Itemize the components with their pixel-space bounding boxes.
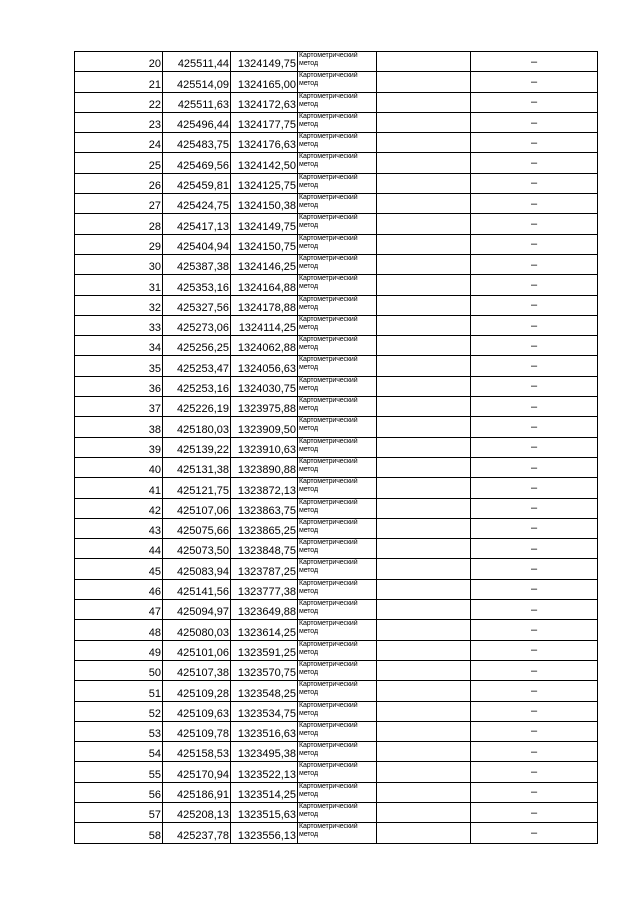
y-coordinate-cell: 1323495,38	[231, 742, 298, 762]
dash-cell: –	[471, 153, 598, 173]
empty-cell	[377, 457, 471, 477]
x-coordinate-cell: 425139,22	[163, 437, 231, 457]
dash-cell: –	[471, 518, 598, 538]
dash-cell: –	[471, 640, 598, 660]
x-coordinate-cell: 425387,38	[163, 254, 231, 274]
dash-cell: –	[471, 579, 598, 599]
table-row	[75, 539, 598, 559]
empty-cell	[377, 254, 471, 274]
empty-cell	[377, 782, 471, 802]
empty-cell	[377, 153, 471, 173]
point-number-cell: 45	[75, 559, 163, 579]
x-coordinate-cell: 425109,78	[163, 721, 231, 741]
method-cell: Картометрический метод	[298, 620, 377, 640]
method-cell: Картометрический метод	[298, 194, 377, 214]
x-coordinate-cell: 425511,63	[163, 92, 231, 112]
dash-cell: –	[471, 660, 598, 680]
table-row	[75, 498, 598, 518]
x-coordinate-cell: 425273,06	[163, 315, 231, 335]
y-coordinate-cell: 1323909,50	[231, 417, 298, 437]
table-row	[75, 52, 598, 72]
empty-cell	[377, 92, 471, 112]
x-coordinate-cell: 425226,19	[163, 397, 231, 417]
empty-cell	[377, 640, 471, 660]
point-number-cell: 24	[75, 133, 163, 153]
empty-cell	[377, 518, 471, 538]
y-coordinate-cell: 1323548,25	[231, 681, 298, 701]
empty-cell	[377, 802, 471, 822]
dash-cell: –	[471, 315, 598, 335]
method-cell: Картометрический метод	[298, 52, 377, 72]
point-number-cell: 37	[75, 397, 163, 417]
dash-cell: –	[471, 762, 598, 782]
y-coordinate-cell: 1324178,88	[231, 295, 298, 315]
empty-cell	[377, 133, 471, 153]
x-coordinate-cell: 425483,75	[163, 133, 231, 153]
x-coordinate-cell: 425496,44	[163, 112, 231, 132]
x-coordinate-cell: 425327,56	[163, 295, 231, 315]
table-row	[75, 721, 598, 741]
y-coordinate-cell: 1323863,75	[231, 498, 298, 518]
table-row	[75, 194, 598, 214]
table-row	[75, 600, 598, 620]
y-coordinate-cell: 1323872,13	[231, 478, 298, 498]
x-coordinate-cell: 425253,16	[163, 376, 231, 396]
y-coordinate-cell: 1323556,13	[231, 823, 298, 843]
table-row	[75, 173, 598, 193]
empty-cell	[377, 701, 471, 721]
method-cell: Картометрический метод	[298, 518, 377, 538]
y-coordinate-cell: 1323649,88	[231, 600, 298, 620]
method-cell: Картометрический метод	[298, 478, 377, 498]
dash-cell: –	[471, 681, 598, 701]
y-coordinate-cell: 1324165,00	[231, 72, 298, 92]
x-coordinate-cell: 425131,38	[163, 457, 231, 477]
empty-cell	[377, 600, 471, 620]
dash-cell: –	[471, 782, 598, 802]
y-coordinate-cell: 1323515,63	[231, 802, 298, 822]
table-row	[75, 336, 598, 356]
dash-cell: –	[471, 234, 598, 254]
x-coordinate-cell: 425208,13	[163, 802, 231, 822]
table-row	[75, 518, 598, 538]
table-row	[75, 437, 598, 457]
table-row	[75, 762, 598, 782]
point-number-cell: 56	[75, 782, 163, 802]
point-number-cell: 35	[75, 356, 163, 376]
x-coordinate-cell: 425107,38	[163, 660, 231, 680]
empty-cell	[377, 559, 471, 579]
table-row	[75, 153, 598, 173]
point-number-cell: 26	[75, 173, 163, 193]
empty-cell	[377, 234, 471, 254]
empty-cell	[377, 173, 471, 193]
method-cell: Картометрический метод	[298, 336, 377, 356]
point-number-cell: 38	[75, 417, 163, 437]
table-row	[75, 742, 598, 762]
point-number-cell: 30	[75, 254, 163, 274]
point-number-cell: 47	[75, 600, 163, 620]
table-row	[75, 275, 598, 295]
x-coordinate-cell: 425101,06	[163, 640, 231, 660]
empty-cell	[377, 721, 471, 741]
point-number-cell: 39	[75, 437, 163, 457]
y-coordinate-cell: 1324172,63	[231, 92, 298, 112]
point-number-cell: 21	[75, 72, 163, 92]
dash-cell: –	[471, 173, 598, 193]
empty-cell	[377, 762, 471, 782]
x-coordinate-cell: 425353,16	[163, 275, 231, 295]
method-cell: Картометрический метод	[298, 823, 377, 843]
y-coordinate-cell: 1324056,63	[231, 356, 298, 376]
empty-cell	[377, 356, 471, 376]
table-row	[75, 417, 598, 437]
dash-cell: –	[471, 275, 598, 295]
empty-cell	[377, 336, 471, 356]
empty-cell	[377, 478, 471, 498]
empty-cell	[377, 72, 471, 92]
dash-cell: –	[471, 823, 598, 843]
dash-cell: –	[471, 417, 598, 437]
y-coordinate-cell: 1324176,63	[231, 133, 298, 153]
x-coordinate-cell: 425083,94	[163, 559, 231, 579]
point-number-cell: 43	[75, 518, 163, 538]
dash-cell: –	[471, 397, 598, 417]
y-coordinate-cell: 1323890,88	[231, 457, 298, 477]
method-cell: Картометрический метод	[298, 579, 377, 599]
empty-cell	[377, 660, 471, 680]
method-cell: Картометрический метод	[298, 782, 377, 802]
dash-cell: –	[471, 356, 598, 376]
empty-cell	[377, 275, 471, 295]
method-cell: Картометрический метод	[298, 742, 377, 762]
dash-cell: –	[471, 742, 598, 762]
point-number-cell: 55	[75, 762, 163, 782]
y-coordinate-cell: 1323570,75	[231, 660, 298, 680]
method-cell: Картометрический метод	[298, 275, 377, 295]
dash-cell: –	[471, 721, 598, 741]
y-coordinate-cell: 1324177,75	[231, 112, 298, 132]
y-coordinate-cell: 1323591,25	[231, 640, 298, 660]
x-coordinate-cell: 425075,66	[163, 518, 231, 538]
y-coordinate-cell: 1323910,63	[231, 437, 298, 457]
method-cell: Картометрический метод	[298, 133, 377, 153]
y-coordinate-cell: 1324164,88	[231, 275, 298, 295]
point-number-cell: 50	[75, 660, 163, 680]
point-number-cell: 32	[75, 295, 163, 315]
empty-cell	[377, 620, 471, 640]
y-coordinate-cell: 1324146,25	[231, 254, 298, 274]
table-row	[75, 660, 598, 680]
method-cell: Картометрический метод	[298, 417, 377, 437]
point-number-cell: 20	[75, 52, 163, 72]
y-coordinate-cell: 1324142,50	[231, 153, 298, 173]
y-coordinate-cell: 1324149,75	[231, 214, 298, 234]
dash-cell: –	[471, 457, 598, 477]
point-number-cell: 28	[75, 214, 163, 234]
table-row	[75, 640, 598, 660]
y-coordinate-cell: 1324150,38	[231, 194, 298, 214]
method-cell: Картометрический метод	[298, 397, 377, 417]
point-number-cell: 57	[75, 802, 163, 822]
dash-cell: –	[471, 112, 598, 132]
method-cell: Картометрический метод	[298, 802, 377, 822]
dash-cell: –	[471, 559, 598, 579]
y-coordinate-cell: 1324149,75	[231, 52, 298, 72]
y-coordinate-cell: 1324062,88	[231, 336, 298, 356]
x-coordinate-cell: 425514,09	[163, 72, 231, 92]
method-cell: Картометрический метод	[298, 600, 377, 620]
coordinates-table-body	[75, 52, 598, 844]
method-cell: Картометрический метод	[298, 681, 377, 701]
dash-cell: –	[471, 620, 598, 640]
dash-cell: –	[471, 194, 598, 214]
x-coordinate-cell: 425253,47	[163, 356, 231, 376]
y-coordinate-cell: 1323848,75	[231, 539, 298, 559]
table-row	[75, 397, 598, 417]
point-number-cell: 42	[75, 498, 163, 518]
y-coordinate-cell: 1323787,25	[231, 559, 298, 579]
x-coordinate-cell: 425424,75	[163, 194, 231, 214]
x-coordinate-cell: 425121,75	[163, 478, 231, 498]
dash-cell: –	[471, 254, 598, 274]
dash-cell: –	[471, 600, 598, 620]
table-row	[75, 681, 598, 701]
method-cell: Картометрический метод	[298, 254, 377, 274]
table-row	[75, 559, 598, 579]
x-coordinate-cell: 425256,25	[163, 336, 231, 356]
dash-cell: –	[471, 92, 598, 112]
y-coordinate-cell: 1323614,25	[231, 620, 298, 640]
method-cell: Картометрический метод	[298, 539, 377, 559]
dash-cell: –	[471, 498, 598, 518]
x-coordinate-cell: 425469,56	[163, 153, 231, 173]
x-coordinate-cell: 425186,91	[163, 782, 231, 802]
dash-cell: –	[471, 802, 598, 822]
empty-cell	[377, 112, 471, 132]
method-cell: Картометрический метод	[298, 72, 377, 92]
point-number-cell: 29	[75, 234, 163, 254]
point-number-cell: 52	[75, 701, 163, 721]
method-cell: Картометрический метод	[298, 153, 377, 173]
y-coordinate-cell: 1323975,88	[231, 397, 298, 417]
point-number-cell: 51	[75, 681, 163, 701]
y-coordinate-cell: 1324114,25	[231, 315, 298, 335]
x-coordinate-cell: 425237,78	[163, 823, 231, 843]
method-cell: Картометрический метод	[298, 640, 377, 660]
y-coordinate-cell: 1324150,75	[231, 234, 298, 254]
empty-cell	[377, 681, 471, 701]
empty-cell	[377, 437, 471, 457]
point-number-cell: 44	[75, 539, 163, 559]
dash-cell: –	[471, 72, 598, 92]
y-coordinate-cell: 1323514,25	[231, 782, 298, 802]
point-number-cell: 40	[75, 457, 163, 477]
method-cell: Картометрический метод	[298, 559, 377, 579]
method-cell: Картометрический метод	[298, 701, 377, 721]
x-coordinate-cell: 425073,50	[163, 539, 231, 559]
point-number-cell: 33	[75, 315, 163, 335]
table-row	[75, 214, 598, 234]
empty-cell	[377, 742, 471, 762]
dash-cell: –	[471, 376, 598, 396]
table-row	[75, 782, 598, 802]
method-cell: Картометрический метод	[298, 498, 377, 518]
empty-cell	[377, 376, 471, 396]
table-row	[75, 234, 598, 254]
table-row	[75, 457, 598, 477]
table-row	[75, 295, 598, 315]
method-cell: Картометрический метод	[298, 214, 377, 234]
method-cell: Картометрический метод	[298, 376, 377, 396]
empty-cell	[377, 397, 471, 417]
table-row	[75, 802, 598, 822]
x-coordinate-cell: 425094,97	[163, 600, 231, 620]
table-row	[75, 112, 598, 132]
y-coordinate-cell: 1323516,63	[231, 721, 298, 741]
point-number-cell: 23	[75, 112, 163, 132]
table-row	[75, 620, 598, 640]
table-row	[75, 376, 598, 396]
point-number-cell: 36	[75, 376, 163, 396]
x-coordinate-cell: 425109,28	[163, 681, 231, 701]
table-row	[75, 579, 598, 599]
y-coordinate-cell: 1323777,38	[231, 579, 298, 599]
point-number-cell: 27	[75, 194, 163, 214]
empty-cell	[377, 214, 471, 234]
empty-cell	[377, 52, 471, 72]
empty-cell	[377, 579, 471, 599]
table-row	[75, 92, 598, 112]
empty-cell	[377, 823, 471, 843]
x-coordinate-cell: 425417,13	[163, 214, 231, 234]
method-cell: Картометрический метод	[298, 173, 377, 193]
y-coordinate-cell: 1324125,75	[231, 173, 298, 193]
x-coordinate-cell: 425158,53	[163, 742, 231, 762]
table-row	[75, 254, 598, 274]
coordinates-table	[74, 51, 598, 844]
x-coordinate-cell: 425109,63	[163, 701, 231, 721]
dash-cell: –	[471, 539, 598, 559]
point-number-cell: 53	[75, 721, 163, 741]
x-coordinate-cell: 425141,56	[163, 579, 231, 599]
x-coordinate-cell: 425459,81	[163, 173, 231, 193]
point-number-cell: 34	[75, 336, 163, 356]
table-row	[75, 701, 598, 721]
x-coordinate-cell: 425080,03	[163, 620, 231, 640]
method-cell: Картометрический метод	[298, 234, 377, 254]
dash-cell: –	[471, 52, 598, 72]
table-row	[75, 133, 598, 153]
method-cell: Картометрический метод	[298, 457, 377, 477]
x-coordinate-cell: 425511,44	[163, 52, 231, 72]
empty-cell	[377, 295, 471, 315]
table-row	[75, 823, 598, 843]
method-cell: Картометрический метод	[298, 437, 377, 457]
point-number-cell: 41	[75, 478, 163, 498]
dash-cell: –	[471, 478, 598, 498]
dash-cell: –	[471, 437, 598, 457]
x-coordinate-cell: 425404,94	[163, 234, 231, 254]
point-number-cell: 31	[75, 275, 163, 295]
table-row	[75, 356, 598, 376]
table-row	[75, 72, 598, 92]
point-number-cell: 22	[75, 92, 163, 112]
y-coordinate-cell: 1323865,25	[231, 518, 298, 538]
dash-cell: –	[471, 295, 598, 315]
point-number-cell: 46	[75, 579, 163, 599]
dash-cell: –	[471, 701, 598, 721]
empty-cell	[377, 194, 471, 214]
table-row	[75, 478, 598, 498]
method-cell: Картометрический метод	[298, 112, 377, 132]
empty-cell	[377, 539, 471, 559]
point-number-cell: 49	[75, 640, 163, 660]
point-number-cell: 48	[75, 620, 163, 640]
empty-cell	[377, 498, 471, 518]
empty-cell	[377, 417, 471, 437]
y-coordinate-cell: 1324030,75	[231, 376, 298, 396]
x-coordinate-cell: 425170,94	[163, 762, 231, 782]
point-number-cell: 54	[75, 742, 163, 762]
method-cell: Картометрический метод	[298, 92, 377, 112]
method-cell: Картометрический метод	[298, 660, 377, 680]
dash-cell: –	[471, 336, 598, 356]
x-coordinate-cell: 425180,03	[163, 417, 231, 437]
method-cell: Картометрический метод	[298, 315, 377, 335]
table-row	[75, 315, 598, 335]
point-number-cell: 25	[75, 153, 163, 173]
y-coordinate-cell: 1323534,75	[231, 701, 298, 721]
x-coordinate-cell: 425107,06	[163, 498, 231, 518]
method-cell: Картометрический метод	[298, 295, 377, 315]
empty-cell	[377, 315, 471, 335]
method-cell: Картометрический метод	[298, 721, 377, 741]
dash-cell: –	[471, 214, 598, 234]
method-cell: Картометрический метод	[298, 762, 377, 782]
y-coordinate-cell: 1323522,13	[231, 762, 298, 782]
method-cell: Картометрический метод	[298, 356, 377, 376]
dash-cell: –	[471, 133, 598, 153]
point-number-cell: 58	[75, 823, 163, 843]
